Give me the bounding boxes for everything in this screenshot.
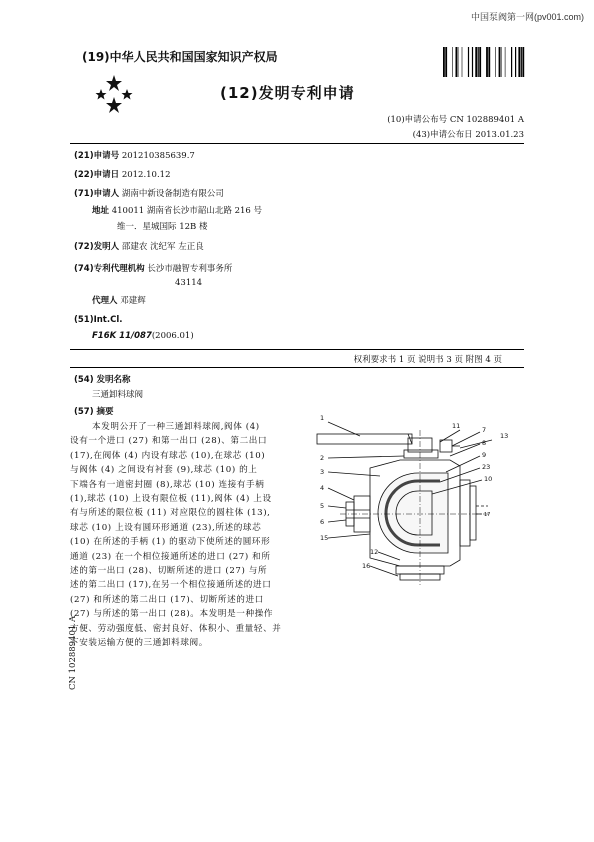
office-emblem-icon [93, 73, 135, 117]
side-publication-number: CN 102889401 A [68, 615, 78, 690]
invention-title: 三通卸料球阀 [92, 390, 144, 400]
label-10: 10 [484, 475, 493, 483]
barcode-bar [462, 47, 463, 77]
address-line-1: 410011 湖南省长沙市韶山北路 216 号 [111, 206, 262, 216]
application-number: 201210385639.7 [121, 151, 195, 161]
barcode-bar [488, 47, 490, 77]
barcode-bar [495, 47, 496, 77]
application-date: 2012.10.12 [121, 170, 171, 180]
barcode-bar [515, 47, 516, 77]
label-3: 3 [320, 468, 325, 476]
agency-code: 43114 [175, 278, 203, 288]
applicant-label: (71)申请人 [74, 189, 120, 199]
application-date-row [74, 168, 170, 180]
abstract-line: 本发明公开了一种三通卸料球阀,阀体 (4) [92, 422, 260, 432]
publication-date: (43)申请公布日 2013.01.23 [412, 130, 524, 140]
intcl-label: (51)Int.Cl. [74, 315, 123, 325]
abstract-line: (10) 在所述的手柄 (1) 的驱动下使所述的圆环形 [70, 537, 271, 548]
barcode-bar [505, 47, 506, 77]
abstract-line: 有与所述的限位板 (11) 对应限位的圆柱体 (13), [70, 508, 271, 519]
biblio-divider [70, 349, 524, 350]
abstract-line: 述的第二出口 (17),在另一个相位接通所述的进口 [70, 580, 272, 591]
inventors: 邵建农 沈纪军 左正良 [121, 242, 204, 252]
barcode-bar [456, 47, 458, 77]
abstract-line: 述的第一出口 (28)、切断所述的进口 (27) 与所 [70, 566, 268, 576]
publication-number: (10)申请公布号 CN 102889401 A [387, 115, 524, 125]
valve-drawing [300, 410, 524, 595]
label-7: 7 [482, 426, 487, 434]
abstract-line: 设有一个进口 (27) 和第一出口 (28)、第二出口 [70, 436, 268, 447]
barcode [443, 47, 525, 77]
page-counts: 权利要求书 1 页 说明书 3 页 附图 4 页 [353, 355, 502, 365]
label-1: 1 [320, 414, 325, 422]
address-line-2: 维一．星城国际 12B 楼 [117, 222, 208, 232]
barcode-bar [479, 47, 481, 77]
barcode-bar [501, 47, 502, 77]
barcode-bar [522, 47, 524, 77]
abstract-line: (27) 与所述的第一出口 (28)。本发明是一种操作 [70, 609, 274, 620]
agency-label: (74)专利代理机构 [74, 264, 145, 274]
barcode-bar [521, 47, 522, 77]
barcode-bar [518, 47, 520, 77]
label-8: 8 [482, 439, 487, 447]
abstract-line: (27) 和所述的第二出口 (17)、切断所述的进口 [70, 594, 264, 605]
label-4: 4 [320, 484, 325, 492]
label-6: 6 [320, 518, 325, 526]
header-divider [70, 143, 524, 144]
agent-row [92, 294, 146, 306]
agent-label: 代理人 [92, 296, 118, 306]
label-11: 11 [452, 422, 461, 430]
barcode-bar [511, 47, 512, 77]
application-number-row [74, 149, 195, 161]
application-date-label: (22)申请日 [74, 170, 120, 180]
abstract-line: (17),在阀体 (4) 内设有球芯 (10),在球芯 (10) [70, 450, 266, 461]
document-type: (12)发明专利申请 [220, 84, 355, 102]
barcode-bar [458, 47, 459, 77]
label-16: 16 [362, 562, 371, 570]
barcode-bar [443, 47, 445, 77]
label-5: 5 [320, 502, 325, 510]
barcode-bar [499, 47, 501, 77]
source-watermark: 中国泵阀第一网(pv001.com) [470, 12, 584, 22]
label-9: 9 [482, 451, 487, 459]
barcode-bar [475, 47, 477, 77]
intcl-row [92, 331, 194, 341]
applicant: 湖南中新设备制造有限公司 [121, 189, 224, 199]
label-13: 13 [500, 432, 509, 440]
applicant-row [74, 187, 224, 199]
handle-part [317, 434, 412, 444]
page-count-divider [70, 367, 524, 368]
label-17: 17 [484, 512, 491, 518]
barcode-bar [468, 47, 469, 77]
intcl-code: F16K 11/087 [92, 331, 152, 341]
abstract-line: 方便、劳动强度低、密封良好、体积小、重量轻、并 [70, 623, 282, 634]
agency-row [74, 262, 232, 274]
abstract-line: 下端各有一道密封圈 (8),球芯 (10) 连接有手柄 [70, 479, 265, 490]
barcode-bar [472, 47, 473, 77]
title-label: (54) 发明名称 [74, 375, 131, 385]
barcode-bar [452, 47, 453, 77]
agent: 邓建辉 [120, 296, 146, 306]
abstract-line: 与阀体 (4) 之间设有衬套 (9),球芯 (10) 的上 [70, 465, 258, 476]
abstract-line: (1),球芯 (10) 上设有限位板 (11),阀体 (4) 上设 [70, 494, 272, 504]
label-23: 23 [482, 463, 491, 471]
barcode-bar [478, 47, 479, 77]
abstract-label: (57) 摘要 [74, 407, 114, 417]
inventor-row [74, 240, 204, 252]
address-row [92, 204, 262, 216]
agency: 长沙市融智专利事务所 [147, 264, 233, 274]
abstract-line: 通道 (23) 在一个相位接通所述的进口 (27) 和所 [70, 551, 271, 562]
abstract-line: 下安装运输方便的三通卸料球阀。 [70, 638, 208, 648]
application-number-label: (21)申请号 [74, 151, 120, 161]
barcode-bar [486, 47, 488, 77]
label-12: 12 [370, 548, 379, 556]
address-label: 地址 [92, 206, 110, 216]
inventor-label: (72)发明人 [74, 242, 120, 252]
abstract-line: 球芯 (10) 上设有圆环形通道 (23),所述的球芯 [70, 522, 262, 533]
label-2: 2 [320, 454, 325, 462]
barcode-bar [445, 47, 447, 77]
intcl-year: (2006.01) [151, 331, 194, 341]
issuing-office: (19)中华人民共和国国家知识产权局 [82, 50, 278, 64]
label-15: 15 [320, 534, 329, 542]
